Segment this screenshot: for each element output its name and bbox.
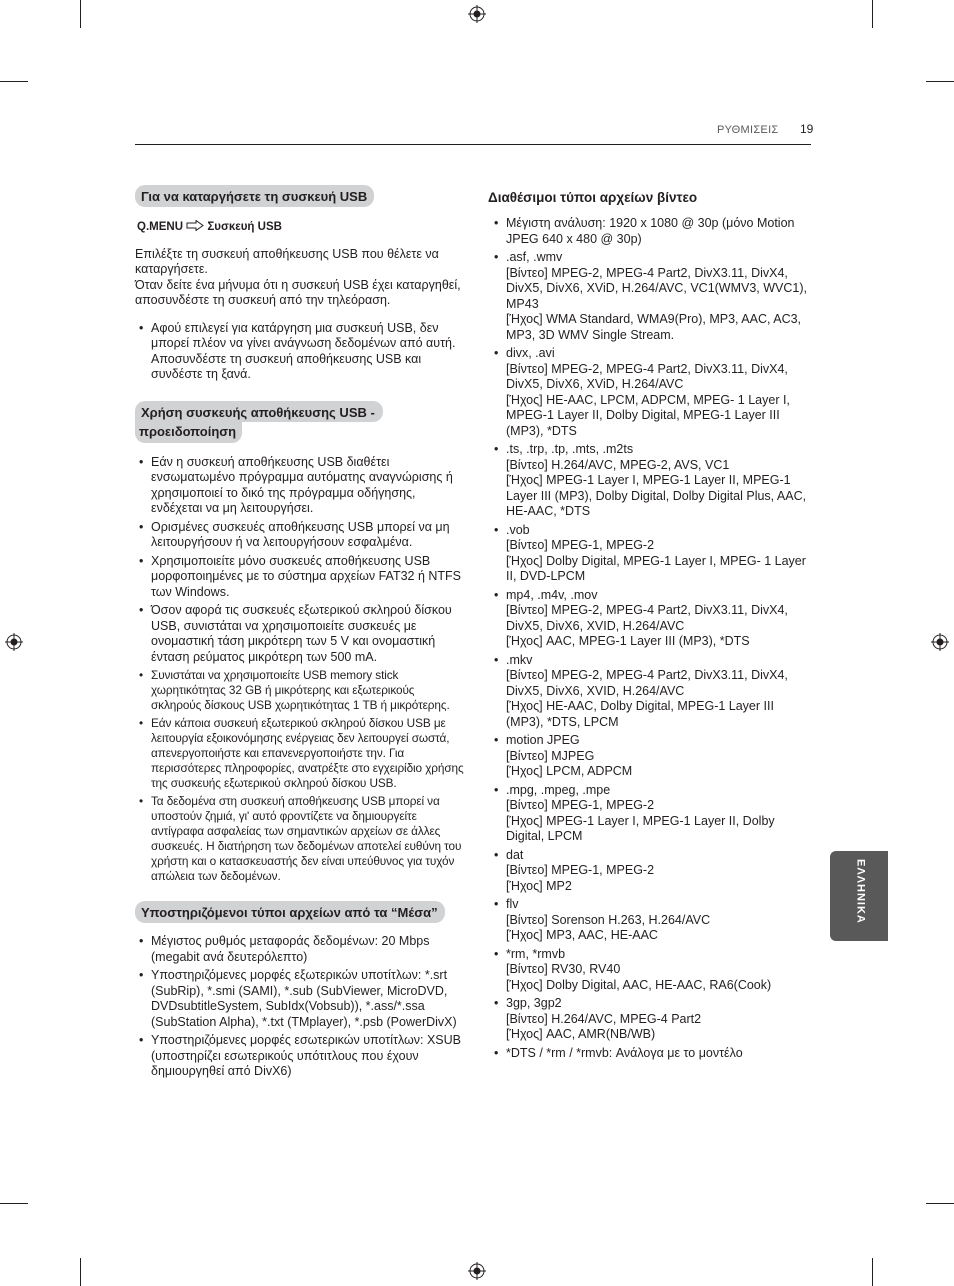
audio-codecs: [Ήχος] AAC, AMR(NB/WB)	[506, 1027, 656, 1041]
audio-codecs: [Ήχος] Dolby Digital, MPEG-1 Layer I, MPEG- 1 Layer II, DVD-LPCM	[506, 553, 806, 583]
format-name: • .ts, .trp, .tp, .mts, .m2ts	[506, 442, 634, 456]
bullet-list-usb-disable	[135, 321, 465, 383]
audio-codecs: [Ήχος] HE-AAC, LPCM, ADPCM, MPEG- 1 Layer I, MPEG-1 Layer II, Dolby Digital, MPEG-1 Layer III (MP3), *DTS	[506, 392, 790, 438]
menu-path-end: Συσκευή USB	[207, 221, 282, 233]
list-item: • Υποστηριζόμενες μορφές εξωτερικών υποτίτλων: *.srt (SubRip), *.smi (SAMI), *.sub (SubViewer, MicroDVD, DVDsubtitleSystem, SubIdx(Vobsub)), *.ass/*.ssa (SubStation Alpha), *.txt (TMplayer), *.psb (PowerDivX)	[135, 968, 465, 1030]
audio-codecs: [Ήχος] MP2	[506, 878, 572, 893]
video-format-item	[490, 523, 813, 585]
video-codecs: [Βίντεο] MPEG-2, MPEG-4 Part2, DivX3.11, DivX4, DivX5, DivX6, XVID, H.264/AVC	[506, 603, 788, 633]
audio-codecs: [Ήχος] WMA Standard, WMA9(Pro), MP3, AAC, AC3, MP3, 3D WMV Single Stream.	[506, 312, 802, 342]
list-item: • Υποστηριζόμενες μορφές εσωτερικών υποτίτλων: XSUB (υποστηρίζει εσωτερικούς υπότιτλους που έχουν δημιουργηθεί από DivX6)	[135, 1033, 465, 1080]
language-tab-label: ΕΛΛΗΝΙΚΑ	[854, 859, 867, 924]
video-format-item	[490, 996, 813, 1043]
video-codecs: [Βίντεο] H.264/AVC, MPEG-4 Part2	[506, 1011, 702, 1026]
crop-mark	[926, 1203, 954, 1204]
audio-codecs: [Ήχος] AAC, MPEG-1 Layer III (MP3), *DTS	[506, 634, 750, 648]
crop-mark	[0, 81, 28, 82]
crop-mark	[872, 0, 873, 28]
format-name: • 3gp, 3gp2	[506, 996, 562, 1010]
video-format-list	[490, 216, 813, 1061]
right-column	[488, 189, 813, 1064]
registration-mark-icon	[468, 1262, 486, 1280]
list-item: • Εάν η συσκευή αποθήκευσης USB διαθέτει ενσωματωμένο πρόγραμμα αυτόματης αναγνώρισης ή χρησιμοποιεί το δικό της πρόγραμμα οδήγησης, ενδέχεται να μη λειτουργήσει.	[135, 455, 465, 517]
page-number: 19	[800, 122, 814, 136]
video-codecs: [Βίντεο] MPEG-1, MPEG-2	[506, 863, 655, 877]
video-format-item	[490, 442, 813, 520]
format-name: • motion JPEG	[506, 733, 580, 747]
audio-codecs: [Ήχος] HE-AAC, Dolby Digital, MPEG-1 Layer III (MP3), *DTS, LPCM	[506, 699, 774, 729]
section-heading-usb-warning	[135, 401, 465, 443]
heading-line: προειδοποίηση	[135, 422, 242, 443]
format-name: • .mpg, .mpeg, .mpe	[506, 782, 611, 797]
left-column	[135, 185, 465, 1083]
video-codecs: [Βίντεο] Sorenson H.263, H.264/AVC	[506, 912, 711, 927]
crop-mark	[80, 0, 81, 28]
format-name: • mp4, .m4v, .mov	[506, 587, 598, 602]
audio-codecs: [Ήχος] Dolby Digital, AAC, HE-AAC, RA6(Cook)	[506, 977, 772, 992]
video-codecs: [Βίντεο] H.264/AVC, MPEG-2, AVS, VC1	[506, 457, 730, 472]
section-heading-usb-disable: Για να καταργήσετε τη συσκευή USB	[135, 185, 374, 207]
list-item: • Τα δεδομένα στη συσκευή αποθήκευσης USB μπορεί να υποστούν ζημιά, γι' αυτό φροντίζετε να δημιουργείτε αντίγραφα ασφαλείας των σημαντικών αρχείων σε άλλες συσκευές. Η διατήρηση των δεδομένων αποτελεί ευθύνη του χρήστη και ο κατασκευαστής δεν είναι υπεύθυνος για τυχόν απώλεια των δεδομένων.	[135, 794, 465, 884]
menu-path-start: Q.MENU	[137, 221, 183, 233]
arrow-right-icon	[186, 220, 204, 231]
video-format-item	[490, 783, 813, 845]
video-format-item	[490, 250, 813, 343]
heading-line: Χρήση συσκευής αποθήκευσης USB -	[135, 401, 383, 422]
bullet-list-usb-warning-small	[135, 668, 465, 884]
format-name: • Μέγιστη ανάλυση: 1920 x 1080 @ 30p (μόνο Motion JPEG 640 x 480 @ 30p)	[506, 216, 795, 246]
format-name: • *rm, *rmvb	[506, 946, 566, 961]
audio-codecs: [Ήχος] MP3, AAC, HE-AAC	[506, 928, 658, 942]
video-format-item	[490, 588, 813, 650]
registration-mark-icon	[5, 633, 23, 651]
format-name: • .mkv	[506, 652, 533, 667]
bullet-list-usb-warning	[135, 455, 465, 666]
format-name: • flv	[506, 897, 519, 911]
video-format-item	[490, 346, 813, 439]
list-item: • Εάν κάποια συσκευή εξωτερικού σκληρού δίσκου USB με λειτουργία εξοικονόμησης ενέργειας δεν λειτουργεί σωστά, απενεργοποιήστε και επανενεργοποιήστε την. Για περισσότερες πληροφορίες, ανατρέξτε στο εγχειρίδιο χρήσης της συσκευής εξωτερικού σκληρού δίσκου USB.	[135, 716, 465, 791]
video-codecs: [Βίντεο] MPEG-2, MPEG-4 Part2, DivX3.11, DivX4, DivX5, DivX6, XViD, H.264/AVC	[506, 361, 788, 391]
menu-path	[137, 220, 465, 236]
format-name: • *DTS / *rm / *rmvb: Ανάλογα με το μοντέλο	[506, 1045, 743, 1060]
registration-mark-icon	[931, 633, 949, 651]
video-codecs: [Βίντεο] MPEG-2, MPEG-4 Part2, DivX3.11, DivX4, DivX5, DivX6, XVID, H.264/AVC	[506, 668, 788, 698]
list-item: • Αφού επιλεγεί για κατάργηση μια συσκευή USB, δεν μπορεί πλέον να γίνει ανάγνωση δεδομένων από αυτή. Αποσυνδέστε τη συσκευή αποθήκευσης USB και συνδέστε τη ξανά.	[135, 321, 465, 383]
video-format-item	[490, 1046, 813, 1062]
list-item: • Μέγιστος ρυθμός μεταφοράς δεδομένων: 20 Mbps (megabit ανά δευτερόλεπτο)	[135, 934, 465, 965]
crop-mark	[872, 1258, 873, 1286]
header-divider	[135, 144, 811, 145]
list-item: • Χρησιμοποιείτε μόνο συσκευές αποθήκευσης USB μορφοποιημένες με το σύστημα αρχείων FAT32 ή NTFS των Windows.	[135, 554, 465, 601]
video-codecs: [Βίντεο] RV30, RV40	[506, 962, 621, 976]
video-format-item	[490, 947, 813, 994]
format-name: • dat	[506, 847, 524, 862]
format-name: • divx, .avi	[506, 346, 555, 360]
running-header-section: ΡΥΘΜΙΣΕΙΣ	[717, 124, 779, 136]
video-codecs: [Βίντεο] MPEG-2, MPEG-4 Part2, DivX3.11, DivX4, DivX5, DivX6, XViD, H.264/AVC, VC1(WMV3, WVC1), MP43	[506, 265, 808, 311]
paragraph: Όταν δείτε ένα μήνυμα ότι η συσκευή USB έχει καταργηθεί, αποσυνδέστε τη συσκευή από την τηλεόραση.	[135, 277, 461, 307]
crop-mark	[0, 1203, 28, 1204]
format-name: • .vob	[506, 522, 530, 537]
audio-codecs: [Ήχος] MPEG-1 Layer I, MPEG-1 Layer II, MPEG-1 Layer III (MP3), Dolby Digital, Dolby Digital Plus, AAC, HE-AAC, *DTS	[506, 473, 807, 518]
video-codecs: [Βίντεο] MPEG-1, MPEG-2	[506, 538, 655, 552]
crop-mark	[80, 1258, 81, 1286]
crop-mark	[926, 81, 954, 82]
bullet-list-media-types	[135, 934, 465, 1080]
list-item: • Συνιστάται να χρησιμοποιείτε USB memory stick χωρητικότητας 32 GB ή μικρότερης και εξωτερικούς σκληρούς δίσκους USB χωρητικότητας 1 TB ή μικρότερης.	[135, 668, 465, 713]
video-codecs: [Βίντεο] MPEG-1, MPEG-2	[506, 798, 655, 812]
registration-mark-icon	[468, 5, 486, 23]
video-format-item	[490, 848, 813, 895]
audio-codecs: [Ήχος] MPEG-1 Layer I, MPEG-1 Layer II, Dolby Digital, LPCM	[506, 813, 775, 843]
video-format-item	[490, 653, 813, 731]
format-name: • .asf, .wmv	[506, 250, 563, 264]
section-heading-media-types: Υποστηριζόμενοι τύποι αρχείων από τα “Μέσα”	[135, 901, 445, 923]
language-tab	[830, 851, 888, 941]
video-format-item	[490, 897, 813, 944]
section-heading-video-types: Διαθέσιμοι τύποι αρχείων βίντεο	[488, 190, 698, 205]
list-item: • Όσον αφορά τις συσκευές εξωτερικού σκληρού δίσκου USB, συνιστάται να χρησιμοποιείτε συσκευές με ονομαστική τάση μικρότερη των 5 V και ονομαστική ένταση ρεύματος μικρότερη των 500 mA.	[135, 603, 465, 665]
video-codecs: [Βίντεο] MJPEG	[506, 748, 595, 763]
list-item: • Ορισμένες συσκευές αποθήκευσης USB μπορεί να μη λειτουργήσουν ή να λειτουργήσουν εσφαλμένα.	[135, 520, 465, 551]
paragraph: Επιλέξτε τη συσκευή αποθήκευσης USB που θέλετε να καταργήσετε.	[135, 246, 439, 276]
video-format-item	[490, 216, 813, 247]
video-format-item	[490, 733, 813, 780]
audio-codecs: [Ήχος] LPCM, ADPCM	[506, 764, 633, 778]
